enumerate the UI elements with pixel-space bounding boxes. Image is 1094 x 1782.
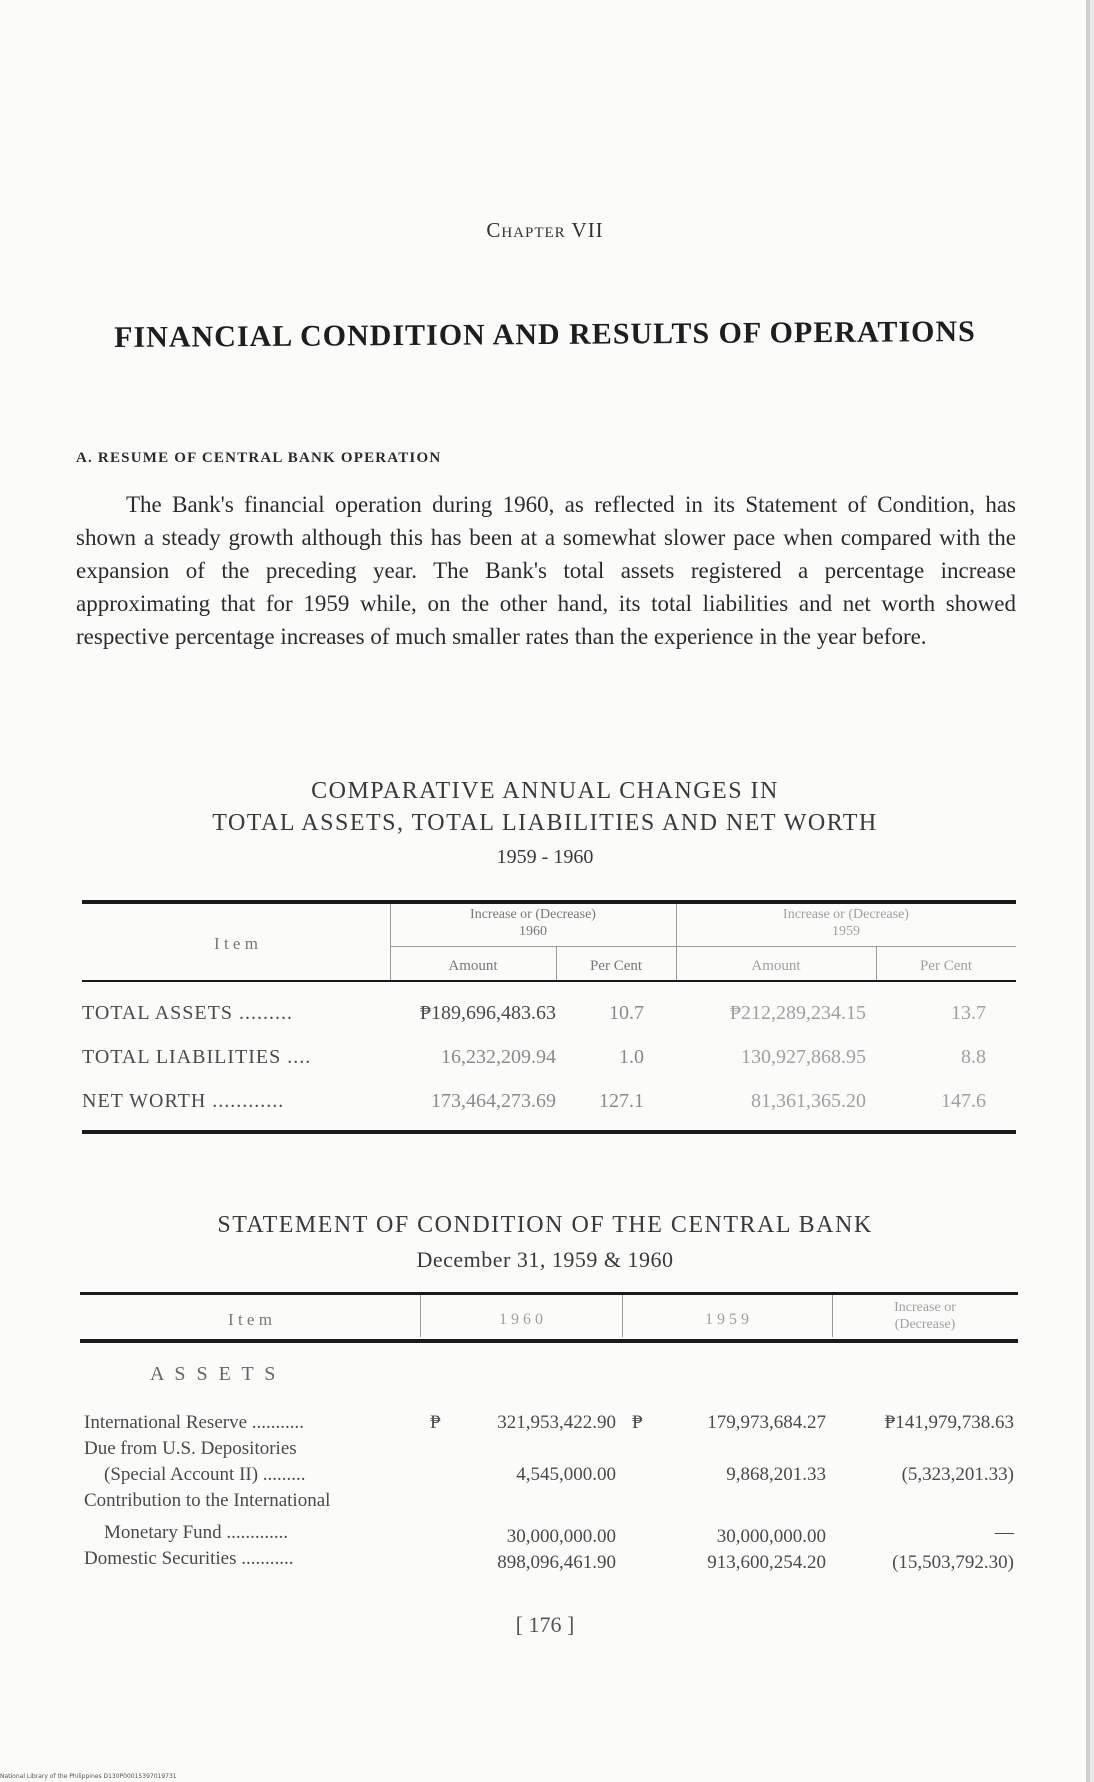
table1-years: 1959 - 1960 — [496, 846, 594, 868]
table1-percent-1960: 10.7 — [609, 1002, 644, 1024]
table2-head-rule — [80, 1339, 1018, 1343]
table2-change-header: Increase or — [894, 1300, 956, 1315]
table2-value-1960: 30,000,000.00 — [506, 1526, 616, 1547]
table1-amount-1959: 81,361,365.20 — [751, 1090, 866, 1112]
page-number: [ 176 ] — [515, 1612, 575, 1637]
table1-percent-header: Per Cent — [589, 958, 643, 974]
table2-row-label: International Reserve ........... — [84, 1412, 305, 1433]
table2-change: (5,323,201.33) — [901, 1464, 1014, 1485]
table1-amount-1959: ₱212,289,234.15 — [729, 1002, 866, 1024]
table2-change-header: (Decrease) — [894, 1317, 956, 1332]
table1-group2-label: Increase or (Decrease) — [783, 907, 909, 922]
table2-row-label: Due from U.S. Depositories — [84, 1438, 297, 1459]
table1-amount-1960: 173,464,273.69 — [431, 1090, 556, 1112]
table1-amount-1959: 130,927,868.95 — [741, 1046, 866, 1068]
table1-row-item: TOTAL ASSETS ......... — [82, 1002, 293, 1024]
table1-subhead-rule — [390, 946, 1016, 947]
table1-percent-header: Per Cent — [919, 958, 973, 974]
table1-row-item: NET WORTH ............ — [82, 1090, 285, 1112]
table1-bottom-rule — [82, 1130, 1016, 1134]
table2-value-1960: 321,953,422.90 — [497, 1412, 616, 1433]
table1-amount-1960: 16,232,209.94 — [441, 1046, 556, 1068]
table1-percent-1959: 147.6 — [941, 1090, 986, 1112]
table2-value-1960: 4,545,000.00 — [516, 1464, 616, 1485]
table2-item-header: I t e m — [228, 1310, 272, 1329]
table1-group2-year: 1959 — [832, 924, 860, 939]
table1-amount-1960: ₱189,696,483.63 — [419, 1002, 556, 1024]
table2-change: (15,503,792.30) — [892, 1552, 1014, 1573]
table2-value-1959: 9,868,201.33 — [726, 1464, 826, 1485]
peso-sign: ₱ — [632, 1412, 643, 1433]
table1-percent-1960: 127.1 — [599, 1090, 644, 1112]
table1-group1-label: Increase or (Decrease) — [470, 907, 596, 922]
table1-head-rule — [82, 980, 1016, 982]
table2-1959-header: 1 9 5 9 — [705, 1311, 749, 1328]
table1-group1-year: 1960 — [519, 924, 547, 939]
table2-row-label: Contribution to the International — [84, 1490, 331, 1511]
table1-percent-1959: 8.8 — [961, 1046, 986, 1068]
table1-title-line2: TOTAL ASSETS, TOTAL LIABILITIES AND NET WORTH — [212, 810, 878, 836]
table2-row-label-continued: Monetary Fund ............. — [104, 1522, 289, 1543]
table1-percent-1959: 13.7 — [951, 1002, 986, 1024]
table1-top-rule — [82, 900, 1016, 904]
table2-value-1960: 898,096,461.90 — [497, 1552, 616, 1573]
table2-1960-header: 1 9 6 0 — [499, 1311, 543, 1328]
table1-title-line1: COMPARATIVE ANNUAL CHANGES IN — [311, 778, 779, 804]
table2-row-label: Domestic Securities ........... — [84, 1548, 294, 1569]
table1-amount-header: Amount — [751, 958, 801, 974]
table1-item-header: I t e m — [214, 934, 258, 953]
assets-label: A S S E T S — [150, 1363, 279, 1385]
table1-amount-header: Amount — [448, 958, 498, 974]
table2-row-label-continued: (Special Account II) ......... — [104, 1464, 306, 1485]
chapter-heading: Chapter VII — [486, 218, 604, 242]
table2-title-line2: December 31, 1959 & 1960 — [416, 1247, 674, 1272]
table2-value-1959: 30,000,000.00 — [716, 1526, 826, 1547]
table2-value-1959: 179,973,684.27 — [707, 1412, 826, 1433]
table2-value-1959: 913,600,254.20 — [707, 1552, 826, 1573]
table2-title-line1: STATEMENT OF CONDITION OF THE CENTRAL BANK — [217, 1212, 873, 1238]
section-heading: A. RESUME OF CENTRAL BANK OPERATION — [76, 450, 442, 466]
page-title: FINANCIAL CONDITION AND RESULTS OF OPERATIONS — [114, 314, 976, 355]
table2-top-rule — [80, 1292, 1018, 1295]
table2-change: ₱141,979,738.63 — [884, 1412, 1014, 1433]
footer-watermark: National Library of the Philippines D130P00015397019731 — [0, 1773, 177, 1780]
body-paragraph: The Bank's financial operation during 1960, as reflected in its Statement of Condition, has shown a steady growth although this has been at a somewhat slower pace when compared with the expansion of the preceding year. The Bank's total assets registered a percentage increase approximating that for 1959 while, on the other hand, its total liabilities and net worth showed respective percentage increases of much smaller rates than the experience in the year before. — [76, 492, 1016, 649]
table1-percent-1960: 1.0 — [619, 1046, 644, 1068]
table2-change: — — [995, 1522, 1014, 1543]
table1-row-item: TOTAL LIABILITIES .... — [82, 1046, 312, 1068]
peso-sign: ₱ — [430, 1412, 441, 1433]
page-edge-shadow — [1086, 0, 1090, 1782]
